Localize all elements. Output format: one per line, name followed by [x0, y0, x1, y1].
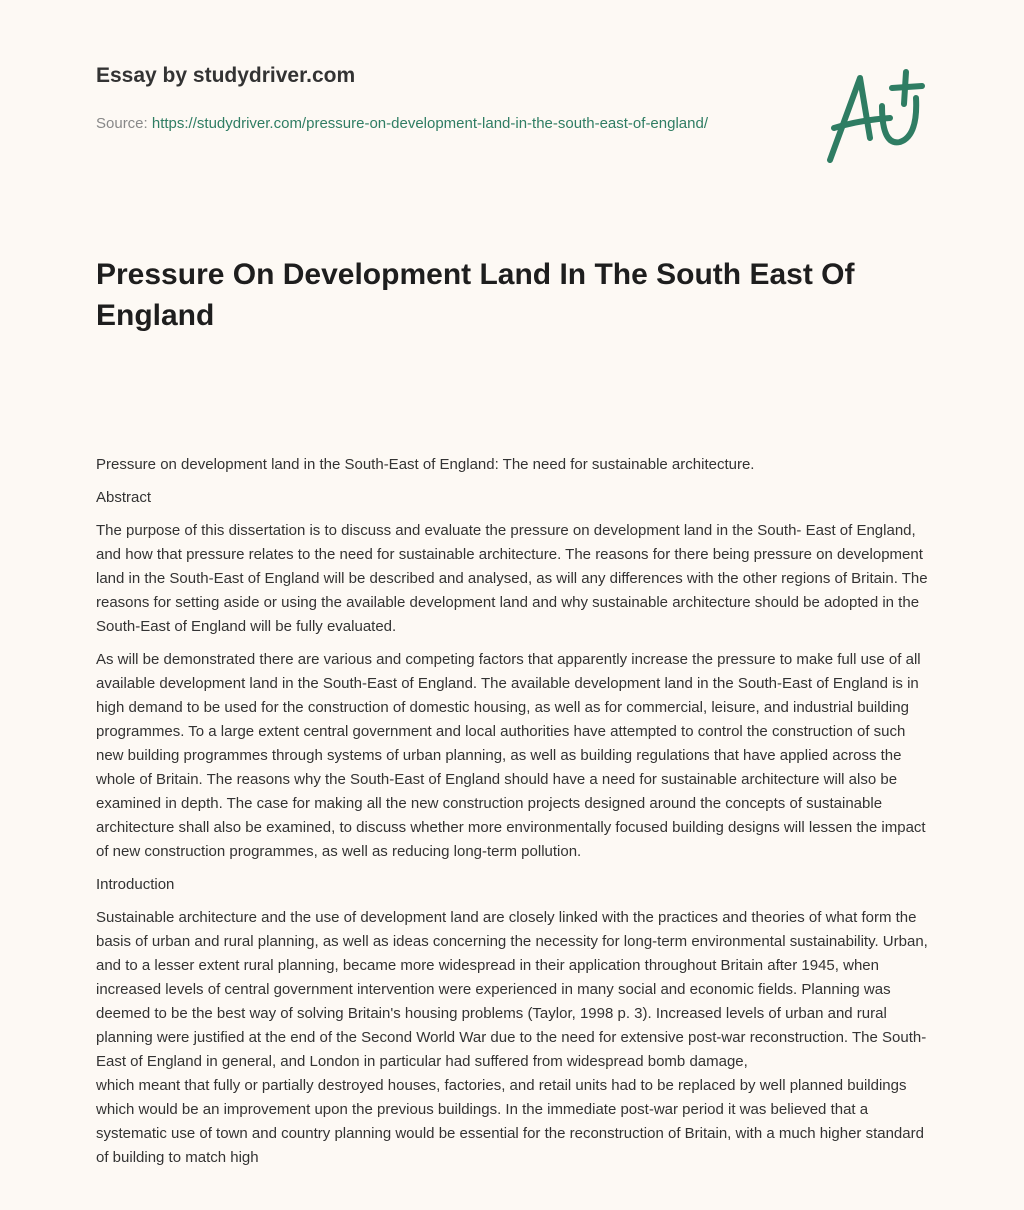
section-heading-introduction: Introduction: [96, 876, 175, 893]
subtitle-paragraph: Pressure on development land in the South-East of England: The need for sustainable architecture.: [96, 456, 755, 473]
paragraph-part: which meant that fully or partially destroyed houses, factories, and retail units had to be replaced by well planned buildings which would be an improvement upon the previous buildings. In the immediate post-war period it was believed that a systematic use of town and country planning would be essential for the reconstruction of Britain, with a much higher standard of building to match high: [96, 1077, 924, 1166]
page-title: Pressure On Development Land In The South East Of England: [96, 258, 855, 332]
paragraph-part: Sustainable architecture and the use of development land are closely linked with the practices and theories of what form the basis of urban and rural planning, as well as ideas concerning the necessity for long-term environmental sustainability. Urban, and to a lesser extent rural planning, became more widespread in their application throughout Britain after 1945, when increased levels of central government intervention were experienced in many social and economic fields. Planning was deemed to be the best way of solving Britain's housing problems (Taylor, 1998 p. 3). Increased levels of urban and rural planning were justified at the end of the Second World War due to the need for extensive post-war reconstruction. The South-East of England in general, and London in particular had suffered from widespread bomb damage,: [96, 909, 928, 1070]
site-brand: Essay by studydriver.com: [96, 64, 356, 87]
essay-body: [96, 453, 932, 1179]
source-link[interactable]: https://studydriver.com/pressure-on-development-land-in-the-south-east-of-england/: [151, 115, 708, 132]
paragraph: The purpose of this dissertation is to discuss and evaluate the pressure on development land in the South- East of England, and how that pressure relates to the need for sustainable architecture. The reasons for there being pressure on development land in the South-East of England will be described and analysed, as will any differences with the other regions of Britain. The reasons for setting aside or using the available development land and why sustainable architecture should be adopted in the South-East of England will be fully evaluated.: [96, 522, 928, 635]
paragraph: [96, 906, 932, 1170]
source-line: [96, 112, 736, 136]
a-plus-logo-icon: [820, 68, 930, 168]
paragraph: As will be demonstrated there are various and competing factors that apparently increase the pressure to make full use of all available development land in the South-East of England. The available development land in the South-East of England is in high demand to be used for the construction of domestic housing, as well as for commercial, leisure, and industrial building programmes. To a large extent central government and local authorities have attempted to control the construction of such new building programmes through systems of urban planning, as well as building regulations that have applied across the whole of Britain. The reasons why the South-East of England should have a need for sustainable architecture will also be examined in depth. The case for making all the new construction projects designed around the concepts of sustainable architecture shall also be examined, to discuss whether more environmentally focused building designs will lessen the impact of new construction programmes, as well as reducing long-term pollution.: [96, 651, 926, 860]
source-label: Source:: [96, 115, 148, 132]
section-heading-abstract: Abstract: [96, 489, 152, 506]
